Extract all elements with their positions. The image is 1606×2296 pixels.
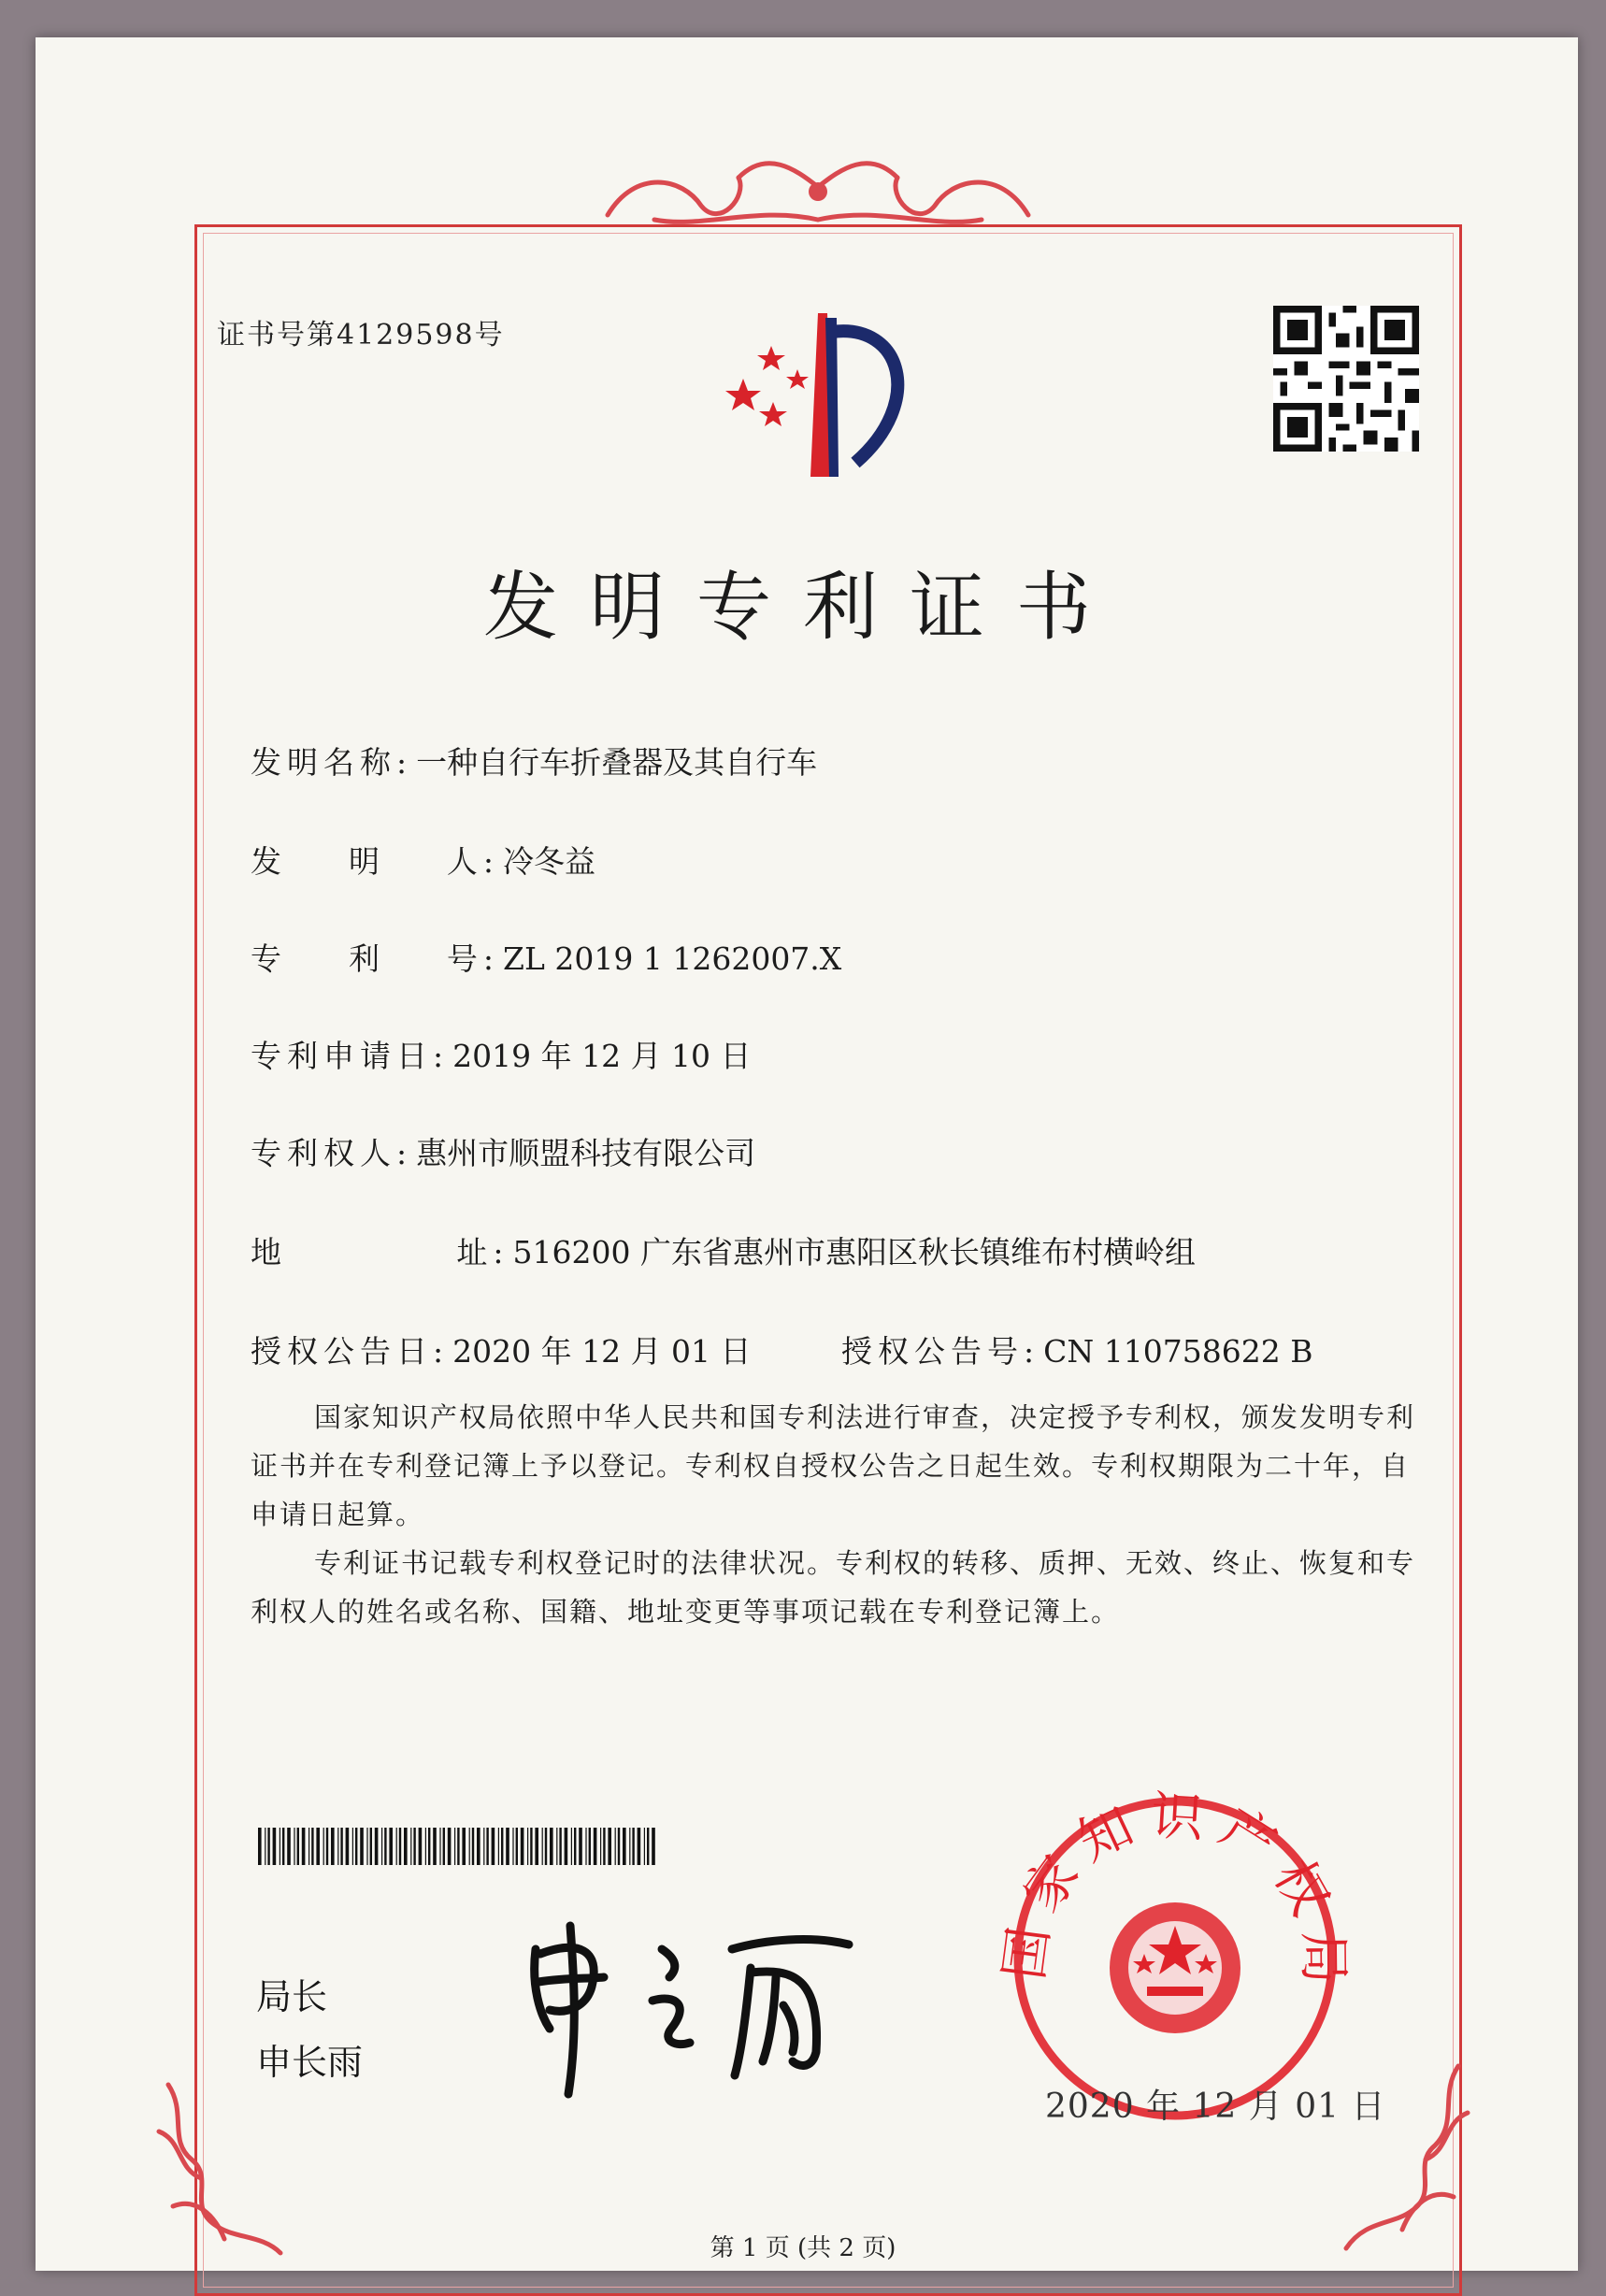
field-grant-date	[251, 1327, 752, 1371]
field-address	[251, 1228, 1196, 1272]
field-label: 专利申请日:	[251, 1038, 450, 1074]
top-ornament-icon	[598, 140, 1038, 234]
field-value: 2019 年 12 月 10 日	[452, 1038, 752, 1074]
field-value: 2020 年 12 月 01 日	[452, 1333, 752, 1370]
field-label: 专利权人:	[251, 1135, 413, 1171]
barcode	[258, 1828, 662, 1865]
seal-text: 国家知识产权局	[994, 1786, 1355, 1998]
field-value: CN 110758622 B	[1043, 1333, 1313, 1370]
field-patent-number	[251, 935, 841, 979]
field-application-date	[251, 1032, 752, 1076]
paragraph-grant-statement: 国家知识产权局依照中华人民共和国专利法进行审查，决定授予专利权，颁发发明专利证书并在专利登记簿上予以登记。专利权自授权公告之日起生效。专利权期限为二十年，自申请日起算。	[251, 1401, 1416, 1530]
director-name: 申长雨	[256, 2042, 364, 2083]
qr-code	[1273, 306, 1419, 452]
director-title: 局长	[256, 1976, 328, 2017]
field-value: 一种自行车折叠器及其自行车	[416, 744, 818, 781]
field-label: 授权公告号:	[841, 1333, 1040, 1370]
field-label: 授权公告日:	[251, 1333, 450, 1370]
field-value: 516200 广东省惠州市惠阳区秋长镇维布村横岭组	[512, 1234, 1196, 1270]
seal-stamp	[983, 1786, 1367, 2122]
paragraph-legal-status: 专利证书记载专利权登记时的法律状况。专利权的转移、质押、无效、终止、恢复和专利权人的姓名或名称、国籍、地址变更等事项记载在专利登记簿上。	[251, 1547, 1416, 1628]
field-invention-name	[251, 739, 817, 782]
field-value: ZL 2019 1 1262007.X	[503, 940, 842, 977]
patent-emblem-icon	[706, 299, 949, 486]
page-number: 第 1 页 (共 2 页)	[710, 2234, 896, 2262]
field-value: 冷冬益	[503, 843, 596, 880]
field-label: 发 明 人:	[251, 843, 500, 880]
field-label: 地 址:	[251, 1234, 509, 1270]
field-value: 惠州市顺盟科技有限公司	[416, 1135, 756, 1171]
signature	[512, 1912, 858, 2099]
field-patentee	[251, 1129, 755, 1173]
certificate-title: 发明专利证书	[483, 564, 1123, 651]
field-label: 发明名称:	[251, 744, 413, 781]
field-inventor	[251, 838, 595, 882]
certificate-number: 证书号第4129598号	[217, 319, 505, 352]
field-announcement-number	[841, 1327, 1312, 1371]
field-label: 专 利 号:	[251, 940, 500, 977]
seal-date: 2020 年 12 月 01 日	[1045, 2088, 1386, 2126]
